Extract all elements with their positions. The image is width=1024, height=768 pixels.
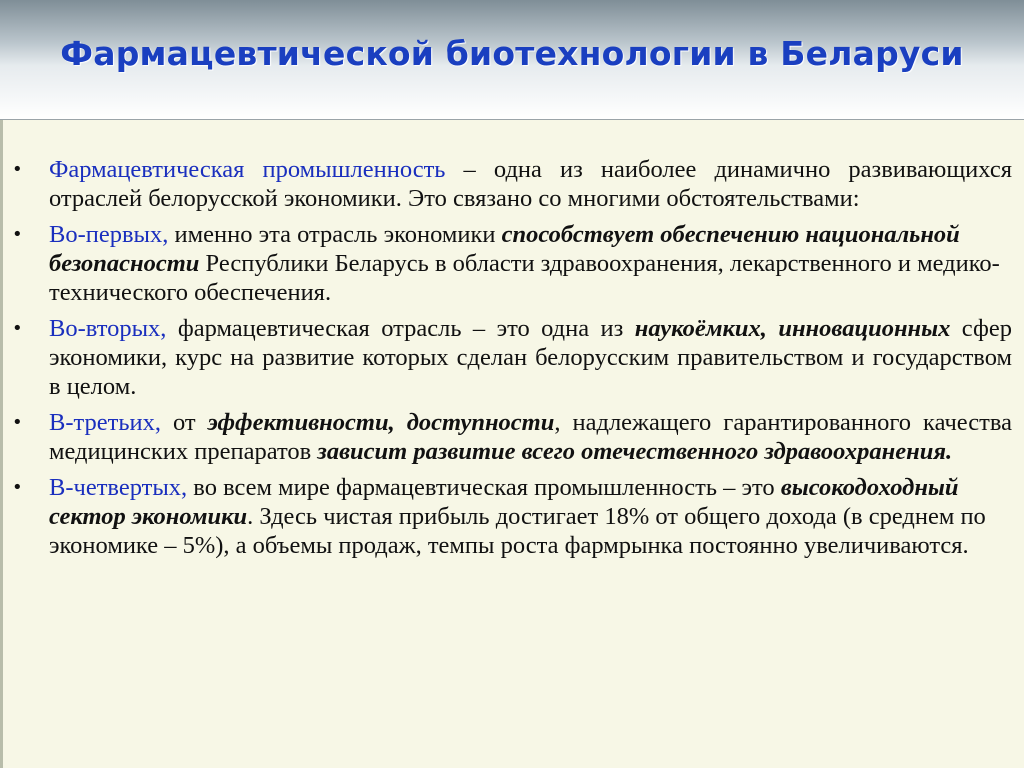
item-emphasis: зависит развитие всего отечественного здравоохранения.	[317, 438, 953, 465]
bullet-icon: •	[12, 477, 23, 498]
item-lead: В-четвертых,	[49, 474, 188, 501]
list-item	[12, 408, 1012, 466]
item-lead: Фармацевтическая промышленность	[49, 156, 446, 183]
item-lead: В-третьих,	[49, 409, 161, 436]
title-bar	[0, 0, 1024, 120]
item-text: сфер экономики, курс на развитие которых сделан белорусским правительством и государством в целом.	[49, 315, 1012, 400]
item-text: фармацевтическая отрасль – это одна из	[166, 315, 635, 342]
item-text: – одна из наиболее динамично развивающихся отраслей белорусской экономики. Это связано со многими обстоятельствами:	[49, 156, 1012, 212]
item-emphasis: высокодоходный сектор экономики	[49, 474, 959, 530]
list-item	[12, 220, 1012, 307]
item-text: . Здесь чистая прибыль достигает 18% от общего дохода (в среднем по экономике – 5%), а объемы продаж, темпы роста фармрынка постоянно увеличиваются.	[49, 503, 986, 559]
bullet-list	[12, 155, 1012, 567]
item-emphasis: наукоёмких, инновационных	[634, 315, 951, 342]
item-text: от	[161, 409, 208, 436]
list-item	[12, 314, 1012, 401]
list-item	[12, 473, 1012, 560]
item-emphasis: эффективности, доступности	[207, 409, 555, 436]
item-lead: Во-вторых,	[49, 315, 167, 342]
left-frame-line	[0, 120, 3, 768]
bullet-icon: •	[12, 224, 23, 245]
item-emphasis: способствует обеспечению национальной безопасности	[49, 221, 960, 277]
slide-title: Фармацевтической биотехнологии в Беларуси	[60, 34, 964, 73]
bullet-icon: •	[12, 412, 23, 433]
item-text: именно эта отрасль экономики	[168, 221, 502, 248]
bullet-icon: •	[12, 159, 23, 180]
item-lead: Во-первых,	[49, 221, 169, 248]
list-item	[12, 155, 1012, 213]
item-text: , надлежащего гарантированного качества медицинских препаратов	[49, 409, 1012, 465]
item-text: Республики Беларусь в области здравоохранения, лекарственного и медико-технического обеспечения.	[49, 250, 1000, 306]
bullet-icon: •	[12, 318, 23, 339]
item-text: во всем мире фармацевтическая промышленность – это	[187, 474, 781, 501]
